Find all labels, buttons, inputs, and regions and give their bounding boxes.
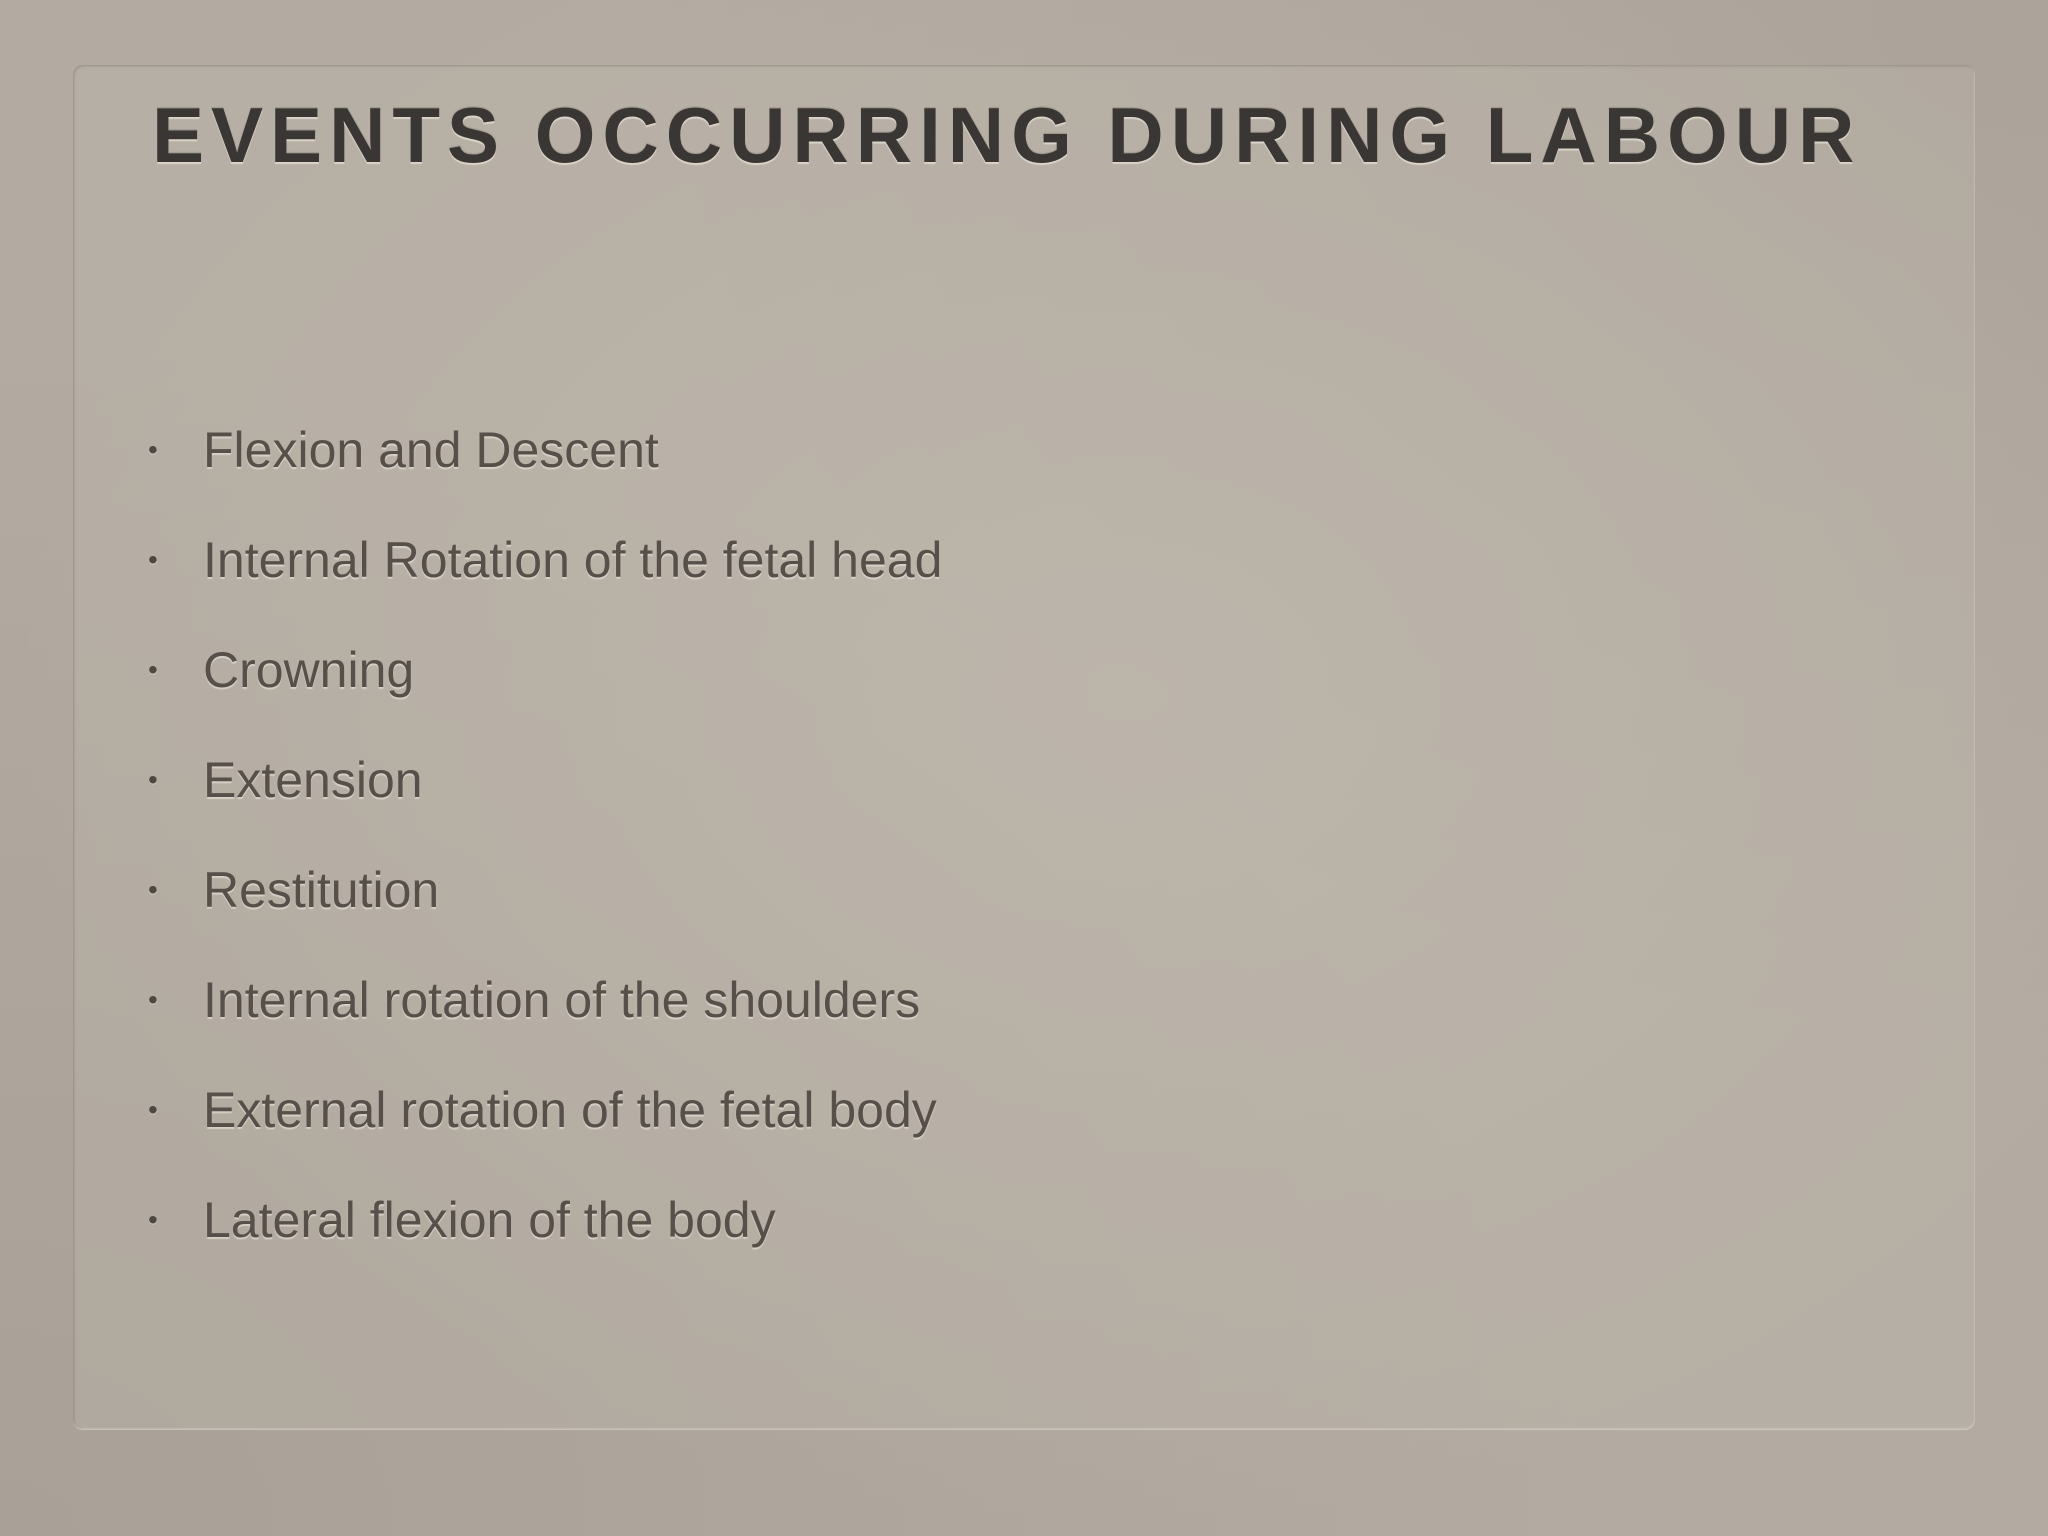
list-item [148, 505, 942, 615]
bullet-icon: • [148, 1204, 158, 1235]
bullet-list [148, 395, 942, 1275]
bullet-icon: • [148, 1094, 158, 1125]
list-item [148, 615, 942, 725]
bullet-icon: • [148, 874, 158, 905]
bullet-icon: • [148, 434, 158, 465]
list-item-text: Internal rotation of the shoulders [203, 972, 921, 1028]
list-item [148, 1165, 942, 1275]
list-item-text: Flexion and Descent [203, 422, 659, 478]
list-item [148, 725, 942, 835]
list-item-text: Internal Rotation of the fetal head [203, 532, 943, 588]
bullet-icon: • [148, 984, 158, 1015]
list-item-text: Extension [203, 752, 423, 808]
list-item [148, 1055, 942, 1165]
list-item [148, 945, 942, 1055]
bullet-icon: • [148, 764, 158, 795]
bullet-icon: • [148, 654, 158, 685]
bullet-icon: • [148, 544, 158, 575]
list-item-text: Restitution [203, 862, 440, 918]
list-item [148, 835, 942, 945]
list-item-text: External rotation of the fetal body [203, 1082, 937, 1138]
slide-title: EVENTS OCCURRING DURING LABOUR [152, 91, 1862, 179]
list-item [148, 395, 942, 505]
list-item-text: Crowning [203, 642, 415, 698]
list-item-text: Lateral flexion of the body [203, 1192, 776, 1248]
